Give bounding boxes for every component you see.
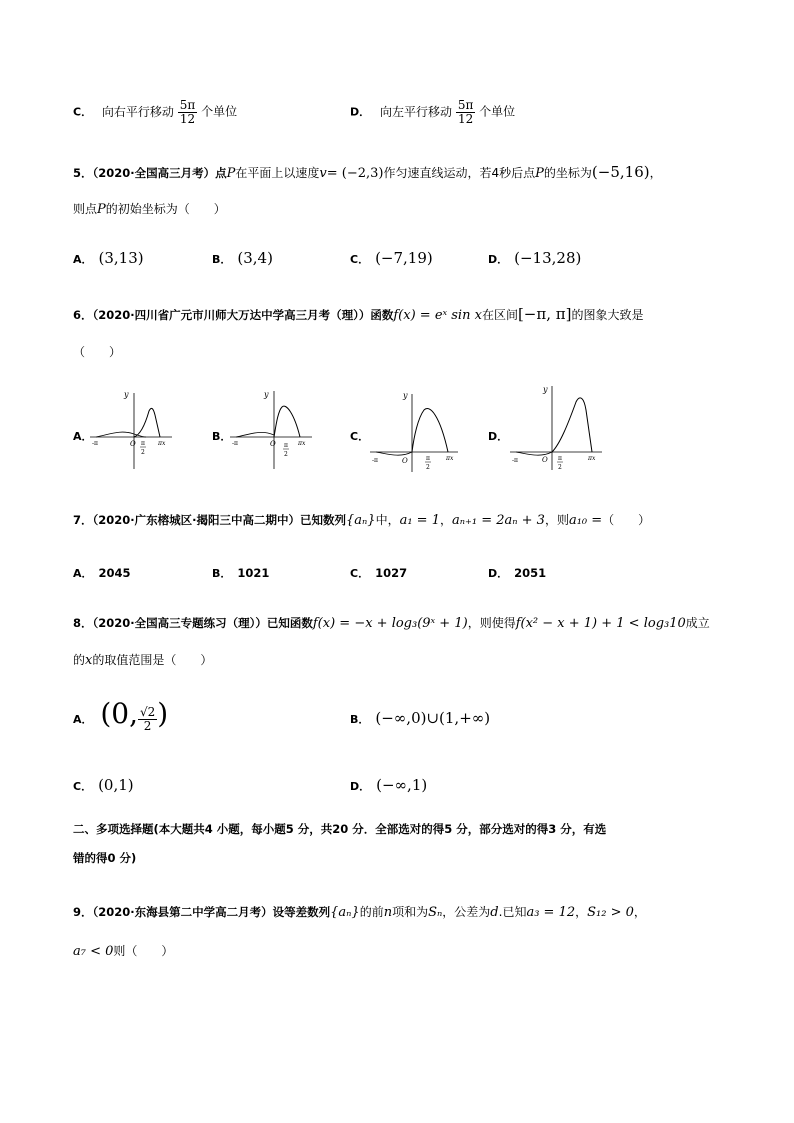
curve-neg (376, 452, 412, 455)
q5-option-d: D． (−13,28) (488, 249, 582, 267)
section-heading-line1: 二、多项选择题(本大题共4 小题，每小题5 分，共20 分．全部选对的得5 分，部分选对的得3 分，有选 (73, 822, 607, 836)
option-label: D． (350, 105, 371, 119)
y-label: y (124, 390, 129, 399)
curve-pos (274, 406, 300, 437)
q5-option-b: B． (3,4) (212, 249, 273, 267)
q7-stem: 7．（2020·广东榕城区·揭阳三中高二期中）已知数列{aₙ}中，a₁ = 1，aₙ₊₁ = 2aₙ + 3，则a₁₀ =（ ） (73, 513, 651, 528)
option-text: 向左平行移动 (379, 104, 452, 119)
q5-stem-line2: 则点P的初始坐标为（ ） (73, 202, 226, 217)
curve-pos (412, 409, 448, 452)
origin-label: O (542, 456, 548, 464)
y-label: y (264, 390, 269, 399)
q8-option-a: A． (0, $\frac{√2}{2}$ ) (73, 697, 169, 733)
q8-option-d: D． (−∞,1) (350, 776, 428, 794)
pi-x-label: πx (588, 455, 596, 462)
curve-pos (552, 398, 592, 452)
q9-stem-line2: a₇ < 0则（ ） (73, 944, 174, 959)
q5-option-c: C． (−7,19) (350, 249, 433, 267)
half-pi-den: 2 (284, 451, 288, 458)
graph-label-c: C． (350, 430, 370, 443)
neg-pi-label: -π (512, 457, 518, 464)
option-unit: 个单位 (479, 104, 516, 119)
origin-label: O (402, 457, 408, 465)
neg-pi-label: -π (92, 440, 98, 447)
origin-label: O (270, 440, 276, 448)
pi-x-label: πx (298, 440, 306, 447)
option-label: C． (73, 105, 93, 119)
graph-c (368, 388, 460, 474)
q7-option-b: B． 1021 (212, 566, 270, 580)
section-heading-line2: 错的得0 分) (73, 851, 137, 865)
graph-label-d: D． (488, 430, 509, 443)
graph-a (88, 385, 174, 471)
y-label: y (403, 391, 408, 400)
q8-option-b: B． (−∞,0)∪(1,+∞) (350, 709, 491, 727)
y-label: y (543, 385, 548, 394)
curve-pos (134, 408, 160, 437)
q4-option-d (350, 99, 515, 125)
q7-option-d: D． 2051 (488, 566, 547, 580)
q7-option-a: A． 2045 (73, 566, 131, 580)
half-pi-den: 2 (558, 464, 562, 471)
neg-pi-label: -π (372, 457, 378, 464)
q4-option-c (73, 99, 237, 125)
graph-label-a: A． (73, 430, 93, 443)
origin-label: O (130, 440, 136, 448)
q8-stem-line2: 的x的取值范围是（ ） (73, 653, 213, 668)
graph-d (508, 380, 604, 474)
half-pi-den: 2 (426, 464, 430, 471)
pi-x-label: πx (158, 440, 166, 447)
q8-option-c: C． (0,1) (73, 776, 134, 794)
option-text: 向右平行移动 (101, 104, 174, 119)
graph-b (228, 385, 314, 471)
half-pi-den: 2 (141, 449, 145, 456)
curve-neg (516, 452, 552, 455)
q6-paren: （ ） (73, 345, 122, 359)
half-pi-num: π (284, 442, 288, 449)
q8-stem-line1: 8．（2020·全国高三专题练习（理））已知函数f(x) = −x + log₃(9ˣ + 1)，则使得f(x² − x + 1) + 1 < log₃10成立 (73, 616, 710, 631)
neg-pi-label: -π (232, 440, 238, 447)
q5-stem-line1: 5．（2020·全国高三月考）点P在平面上以速度v= (−2,3)作匀速直线运动，若4秒后点P的坐标为(−5,16)， (73, 163, 662, 181)
fraction: $\frac{5\pi}{12}$ (457, 98, 474, 126)
q5-option-a: A． (3,13) (73, 249, 144, 267)
pi-x-label: πx (446, 455, 454, 462)
q7-option-c: C． 1027 (350, 566, 408, 580)
graph-label-b: B． (212, 430, 232, 443)
fraction: $\frac{√2}{2}$ (139, 705, 156, 733)
half-pi-num: π (141, 440, 145, 447)
fraction: $\frac{5\pi}{12}$ (179, 98, 196, 126)
curve-neg (236, 432, 274, 437)
half-pi-num: π (426, 455, 430, 462)
q9-stem-line1: 9．（2020·东海县第二中学高二月考）设等差数列{aₙ}的前n项和为Sₙ，公差为d.已知a₃ = 12，S₁₂ > 0， (73, 905, 646, 920)
option-unit: 个单位 (201, 104, 238, 119)
q6-stem-line1: 6．（2020·四川省广元市川师大万达中学高三月考（理））函数f(x) = eˣ sin x在区间[−π, π]的图象大致是 (73, 305, 644, 323)
half-pi-num: π (558, 455, 562, 462)
